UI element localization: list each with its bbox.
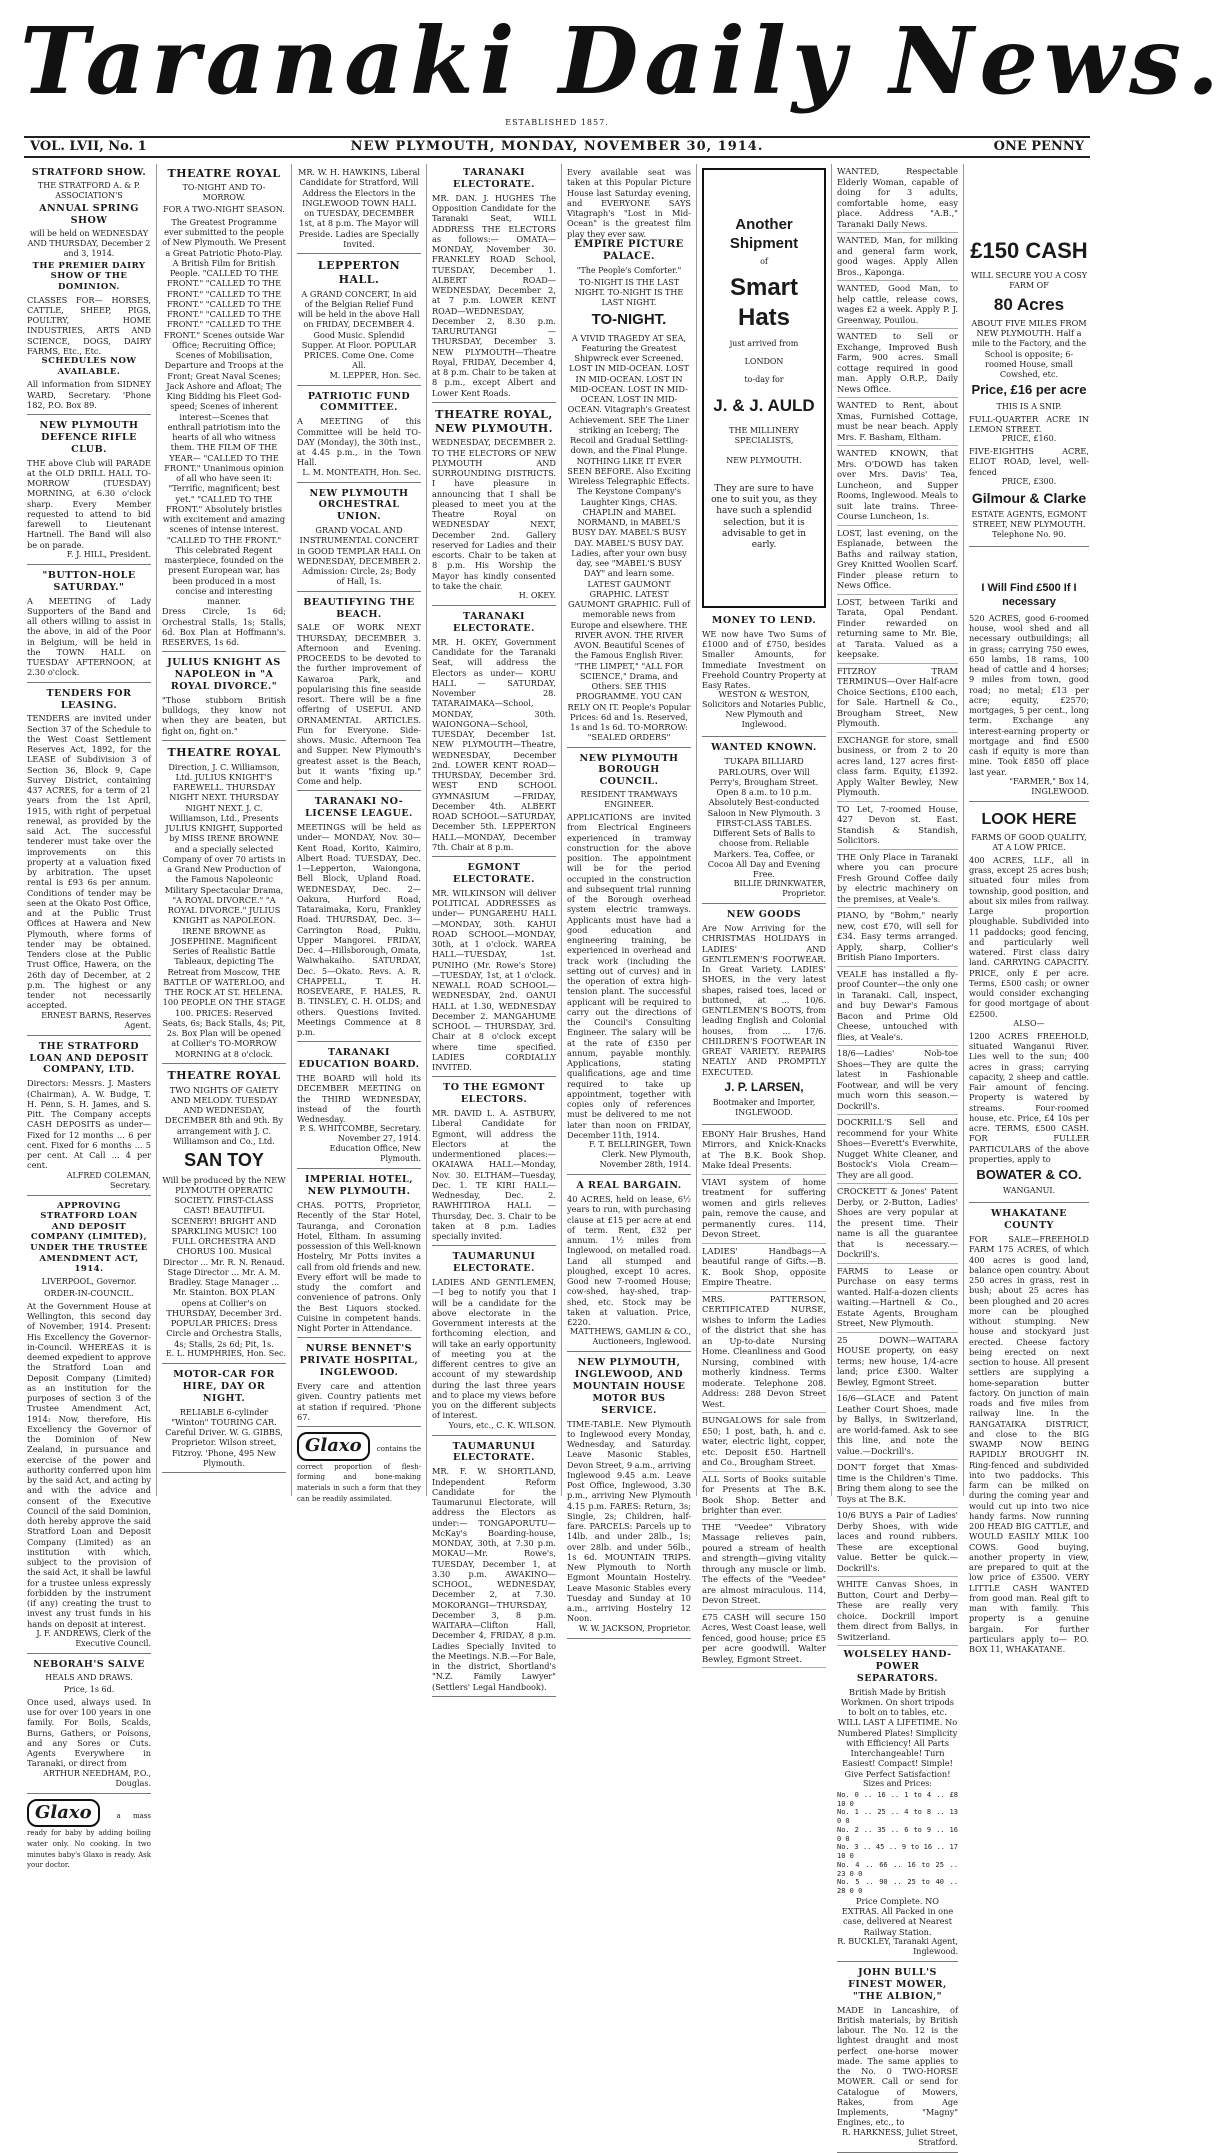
ad-heading: NURSE BENNET'S PRIVATE HOSPITAL, INGLEWOOD.	[299, 1343, 419, 1379]
ad-text: MR. F. W. SHORTLAND, Independent Reform Candidate for the Taumarunui Electorate, will address the Electors as under:— TONGAPORUTU—McKay's Boarding-house, MONDAY, 30th, at 7.30 p.m. MOKAU—Mr. Rowe's, TUESDAY, December 1, at 3.30 p.m. AWAKINO—SCHOOL, WEDNESDAY, December 2, at 7.30. MOKORANGI—THURSDAY, December 3, 8 p.m. WAITARA—Clifton Hall, December 4, FRIDAY, 8 p.m. Ladies Specially Invited to the Meetings. N.B.—For Bale, in the district, Shortland's "N.Z. Family Lawyer" (Settlers' Legal Handbook).	[432, 1466, 556, 1692]
ad-text: 400 ACRES, LLF., all in grass, except 25 acres bush; situated four miles from township, good position, and about six miles from railway. Large proportion ploughable. Subdivided into 11 paddocks; good fencing, and particularly well watered. First class dairy land. CARRYING CAPACITY. PRICE, only £ per acre. Terms, £500 cash; or owner would consider exchanging for good mortgage of about £2500.	[969, 854, 1089, 1019]
cash-farm-ad	[969, 164, 1089, 547]
glaxo-logo: Glaxo	[27, 1799, 100, 1828]
classified-item: 25 DOWN—WAITARA HOUSE property, on easy terms; new house, 1/4-acre land; price £300. Walter Bewley, Egmont Street.	[837, 1333, 958, 1392]
ad-text: will be held on WEDNESDAY AND THURSDAY, December 2 and 3, 1914.	[27, 228, 151, 258]
ad-heading: Price, £16 per acre	[971, 382, 1087, 398]
egmont-electors-ad	[432, 1079, 556, 1246]
price-table-row: No. 4 .. 66 .. 16 to 25 .. 23 0 0	[837, 1860, 958, 1878]
ad-text: contains the correct proportion of flesh-forming and bone-making materials in such a form that they can be readily assimilated.	[297, 1445, 421, 1503]
ad-text: to-day for	[744, 374, 784, 384]
ad-text: A GRAND CONCERT, In aid of the Belgian Relief Fund will be held in the above Hall on FRIDAY, DECEMBER 4. Good Music. Splendid Supper. At Floor. POPULAR PRICES. Come One. Come All.	[298, 288, 420, 371]
ad-subheading: "The People's Comforter."	[576, 265, 682, 275]
ad-text: ALSO—	[1013, 1018, 1045, 1028]
motor-car-ad	[162, 1366, 286, 1473]
theatre-royal-2-ad	[162, 743, 286, 1064]
ad-text: A MEETING of this Committee will be held TO-DAY (Monday), the 30th inst., at 4.45 p.m., in the Town Hall.	[297, 416, 421, 468]
beach-ad	[297, 594, 421, 792]
classified-item: VIAVI system of home treatment for suffering women and girls relieves pain, remove the cause, and permanently cures. 114, Devon Street.	[702, 1175, 826, 1244]
ad-signature: L. M. MONTEATH, Hon. Sec.	[302, 467, 421, 477]
shortland-ad	[432, 1438, 556, 1697]
ad-heading: Smart Hats	[729, 273, 799, 331]
ad-text: "Those stubborn British bulldogs, they know not when they are beaten, but fight on, fight on."	[162, 694, 286, 736]
ad-text: NEW PLYMOUTH.	[726, 455, 802, 465]
ad-text: Will be produced by the NEW PLYMOUTH OPERATIC SOCIETY. FIRST-CLASS CAST! BEAUTIFUL SCENERY! BRIGHT AND SPARKLING MUSIC! 100 FULL ORCHESTRA AND CHORUS 100. Musical Director ... Mr. R. N. Renaud. Stage Director ... Mr. A. M. Bradley. Stage Manager ... Mr. Stainton. BOX PLAN opens at Collier's on THURSDAY, December 3rd. POPULAR PRICES: Dress Circle and Orchestra Stalls, 4s; Stalls, 2s 6d; Pit, 1s.	[162, 1174, 286, 1349]
ad-text: 520 ACRES, good 6-roomed house, wool shed and all necessary outbuildings; all in grass; carrying 750 ewes, 650 lambs, 18 rams, 100 head of cattle and 4 horses; 9 miles from town, good road; no metal; £13 per acre; equity, £2570; mortgages, 5 per cent., long term. Exchange any interest-earning property or mortgage and find £500 cash if equity is more than mine. Took £850 off place last year.	[969, 612, 1089, 777]
ad-signature: WESTON & WESTON, Solicitors and Notaries Public, New Plymouth and Inglewood.	[702, 690, 826, 730]
ad-text: TO-NIGHT IS THE LAST NIGHT. TO-NIGHT IS THE LAST NIGHT.	[574, 277, 684, 307]
okey-ad	[432, 608, 556, 857]
classified-item: WANTED to Rent, about Xmas, Furnished Cottage, must be near beach. Apply Mrs. F. Basham, Eltham.	[837, 398, 958, 446]
ad-heading: JULIUS KNIGHT AS NAPOLEON in "A ROYAL DIVORCE."	[167, 657, 281, 692]
education-board-ad	[297, 1044, 421, 1169]
ad-heading: WHAKATANE COUNTY	[990, 1208, 1068, 1232]
column-5	[562, 164, 697, 1633]
orchestral-union-ad	[297, 485, 421, 592]
classified-item: EBONY Hair Brushes, Hand Mirrors, and Knick-Knacks at The B.K. Book Shop. Make Ideal Presents.	[702, 1127, 826, 1175]
ad-signature: E. L. HUMPHRIES, Hon. Sec.	[165, 1348, 286, 1358]
ad-heading: NEW PLYMOUTH BOROUGH COUNCIL.	[579, 752, 679, 788]
button-hole-ad	[27, 567, 151, 683]
ad-heading: IMPERIAL HOTEL, NEW PLYMOUTH.	[304, 1174, 414, 1198]
ad-heading: NEW GOODS	[726, 909, 802, 921]
ad-text: MR. DAN. J. HUGHES The Opposition Candidate for the Taranaki Seat, WILL ADDRESS THE ELECTORS as follows:— OMATA—MONDAY, November 30. FRANKLEY ROAD School, TUESDAY, December 1. ALBERT ROAD—WEDNESDAY, December 2, at 7 p.m. LOWER KENT ROAD—WEDNESDAY, December 2, 8.30 p.m. TARURUTANGI — THURSDAY, December 3. NEW PLYMOUTH—Theatre Royal, FRIDAY, December 4, at 8 p.m. Chair to be taken at 8 p.m., except Albert and Lower Kent Roads.	[432, 192, 556, 398]
ad-text: TIME-TABLE. New Plymouth to Inglewood every Monday, Wednesday, and Saturday. Leave Masonic Stables, Devon Street, 9 a.m., arriving Inglewood 9.45 a.m. Leave Post Office, Inglewood, 3.30 p.m., arriving New Plymouth 4.15 p.m. FARES: Return, 3s; Single, 2s; Children, half-fare. PARCELS: Parcels up to 14lb. and under 28lb., 1s; over 28lb. and under 56lb., 1s 6d. MOUNTAIN TRIPS. New Plymouth to North Egmont Mountain Hostelry. Leave Masonic Stables every Tuesday and Sunday at 10 a.m., arriving Hostelry 12 Noon.	[567, 1418, 691, 1624]
ad-text: British Made by British Workmen. On short tripods to bolt on to tables, etc. WILL LAST A LIFETIME. No Numbered Plates! Simplicity with Efficiency! All Parts Interchangeable! Turn Easiest! Compact! Simple! Give Perfect Satisfaction!	[837, 1686, 958, 1779]
ad-text: Bootmaker and Importer, INGLEWOOD.	[712, 1097, 816, 1117]
ad-text: MEETINGS will be held as under— MONDAY, Nov. 30—Kent Road, Korito, Kaimiro, Albert Road. TUESDAY, Dec. 1—Lepperton, Waiongona, Bell Block, Upland Road. WEDNESDAY, Dec. 2—Oakura, Hurford Road, Tataraimaka, Koru, Frankley Road. THURSDAY, Dec. 3—Carrington Road, Pukiu, Upper Mangorei. FRIDAY, Dec. 4—Hillsborough, Omata, Waiwhakaiho. SATURDAY, Dec. 5—Okato. Revs. A. R. CHAPPELL, T. H. ROSEVEARE, F. HALES, R. B. TINSLEY, C. H. OLDS; and others. Questions Invited. Meetings Commence at 8 p.m.	[297, 822, 421, 1038]
whakatane-ad	[969, 1205, 1089, 1658]
classified-item: FITZROY TRAM TERMINUS—Over Half-acre Choice Sections, £100 each, for Sale. Hartnell & Co., Brougham Street, New Plymouth.	[837, 664, 958, 733]
price-table-row: No. 1 .. 25 .. 4 to 8 .. 13 0 0	[837, 1808, 958, 1826]
ad-text: FOR SALE—FREEHOLD FARM 175 ACRES, of which 400 acres is good land, balance open country. About 250 acres in grass, rest in bush; about 25 acres has been ploughed and 20 acres more can be ploughed without stumping. New house and stockyard just erected. Cheese factory being erected on next section to house. All present settlers are supplying a home-separation butter factory. On junction of main roads and five miles from railway line. In the RANGATAIKA DISTRICT, and close to the BIG SWAMP NOW BEING RAPIDLY BROUGHT IN. Ring-fenced and subdivided into two paddocks. This farm can be milked on during the coming year and would cut up into two nice handy farms. Now running 200 HEAD BIG CATTLE, and WOULD EASILY MILK 100 COWS. Good buying, another property in view, are prepared to quit at the low price of £3500. VERY LITTLE CASH WANTED from good man. Real gift to man with family. This property is a genuine bargain. For further particulars apply to— P.O. BOX 11, WHAKATANE.	[969, 1234, 1089, 1654]
ad-text: WANGANUI.	[1002, 1186, 1056, 1196]
ad-heading: A REAL BARGAIN.	[576, 1180, 682, 1192]
column-8	[964, 164, 1094, 1654]
tender-ad	[27, 685, 151, 1036]
ad-text: ABOUT FIVE MILES FROM NEW PLYMOUTH. Half a mile to the Factory, and the School is opposite; 6-roomed House, small Cowshed, etc.	[971, 317, 1087, 379]
theatre-royal-okey-ad	[432, 405, 556, 606]
classified-item: WANTED, Good Man, to help cattle, release cows, wages £2 a week. Apply P. J. Greenway, Pouilou.	[837, 281, 958, 329]
ad-heading: WANTED KNOWN.	[711, 742, 817, 754]
classified-item: 18/6—Ladies' Nob-toe Shoes—They are quite the latest in Fashionable Footwear, and will be very much worn this season.—Dockrill's.	[837, 1046, 958, 1115]
ad-heading: THEATRE ROYAL	[167, 167, 281, 180]
money-to-lend-ad	[702, 612, 826, 737]
classified-item: THE "Veedee" Vibratory Massage relieves pain, poured a stream of health and strength—giving vitality through any muscle or limb. The effects of the "Veedee" are almost miraculous. 114, Devon Street.	[702, 1520, 826, 1610]
ad-text: MR. W. H. HAWKINS, Liberal Candidate for Stratford, Will Address the Electors in the INGLEWOOD TOWN HALL on TUESDAY, DECEMBER 1st, at 8 p.m. The Mayor will Preside. Ladies are Specially Invited.	[297, 167, 420, 249]
classified-item: PIANO, by "Bohm," nearly new, cost £70, will sell for £34. Easy terms arranged. Apply, sharp, Collier's British Piano Importers.	[837, 908, 958, 967]
classified-item: THE Only Place in Taranaki where you can procure Fresh Ground Coffee daily by electric machinery on the premises, at Veale's.	[837, 850, 958, 909]
ad-heading: EMPIRE PICTURE PALACE.	[574, 238, 684, 263]
ad-text: of	[760, 256, 768, 266]
real-bargain-ad	[567, 1177, 691, 1352]
ad-text: Price, 1s 6d.	[63, 1684, 115, 1694]
ad-text: WEDNESDAY, DECEMBER 2. TO THE ELECTORS OF NEW PLYMOUTH AND SURROUNDING DISTRICTS. I have pleasure in announcing that I shall be pleased to meet you at the Theatre Royal on WEDNESDAY NEXT, December 2nd. Gallery reserved for Ladies and their escorts. Chair to be taken at 8 p.m. His Worship the Mayor has kindly consented to take the chair.	[432, 437, 556, 591]
ad-text: WE now have Two Sums of £1000 and of £750, besides Smaller Amounts, for Immediate Investment on Freehold Country Property at Easy Rates.	[702, 628, 826, 691]
column-7	[832, 164, 964, 2147]
ad-text: TUKAPA BILLIARD PARLOURS, Over Will Perry's, Brougham Street. Open 8 a.m. to 10 p.m. Absolutely Best-conducted Saloon in New Plymouth. 3 FIRST-CLASS TABLES. Different Sets of Balls to choose from. Reliable Markers. Tea, Coffee, or Cocoa All Day and Evening Free.	[707, 756, 821, 879]
ad-text: Once used, always used. In use for over 100 years in one family. For Boils, Scalds, Burns, Gathers, or Poisons, and any Sores or Cuts. Agents Everywhere in Taranaki, or direct from	[27, 1696, 151, 1769]
ad-signature: W. W. JACKSON, Proprietor.	[578, 1623, 691, 1633]
new-goods-ad	[702, 906, 826, 1125]
ad-heading: MONEY TO LEND.	[711, 615, 817, 626]
ad-text: a mass ready for baby by adding boiling water only. No cooking. In two minutes baby's Glaxo is ready. Ask your doctor.	[27, 1811, 151, 1870]
taumarunui-ad	[432, 1248, 556, 1435]
ad-text: Are Now Arriving for the CHRISTMAS HOLIDAYS in LADIES' AND GENTLEMEN'S FOOTWEAR. In Great Variety. LADIES' SHOES, in the very latest shapes, raised toes, laced or buttoned, at ... 10/6. GENTLEMEN'S BOOTS, from leading English and Colonial houses, from ... 17/6. CHILDREN'S FOOTWEAR IN GREAT VARIETY. REPAIRS NEATLY AND PROMPTLY EXECUTED.	[702, 923, 826, 1077]
classified-item: WANTED, Man, for milking and general farm work, good wages. Apply Allen Bros., Kaponga.	[837, 233, 958, 281]
ad-text: CLASSES FOR— HORSES, CATTLE, SHEEP, PIGS, POULTRY, HOME INDUSTRIES, ARTS AND SCIENCE, DOGS, DAIRY FARMS, Etc., Etc.	[27, 294, 151, 356]
ad-text: ESTATE AGENTS, EGMONT STREET, NEW PLYMOUTH. Telephone No. 90.	[971, 510, 1087, 540]
ad-heading: 80 Acres	[993, 294, 1065, 314]
price-table-row: No. 5 .. 90 .. 25 to 40 .. 28 0 0	[837, 1878, 958, 1896]
hawkins-ad	[297, 164, 421, 254]
ad-text: Sizes and Prices:	[862, 1778, 932, 1788]
ad-subheading: FOR A TWO-NIGHT SEASON.	[163, 204, 285, 214]
ad-heading: LOOK HERE	[981, 810, 1077, 828]
motor-bus-ad	[567, 1354, 691, 1638]
ad-text: PRICE, £300.	[1001, 476, 1057, 486]
ad-heading: NEW PLYMOUTH, INGLEWOOD, AND MOUNTAIN HOUSE MOTOR BUS SERVICE.	[572, 1357, 686, 1416]
column-3	[292, 164, 427, 1503]
ad-text: A MEETING of Lady Supporters of the Band and all others willing to assist in the above, in aid of the Poor in Belgium, will be held in the TOWN HALL on TUESDAY AFTERNOON, at 2.30 o'clock.	[27, 595, 151, 678]
imperial-hotel-ad	[297, 1171, 421, 1338]
ad-text: Price Complete. NO EXTRAS. All Packed in one case, delivered at Nearest Railway Station.	[841, 1895, 954, 1937]
ad-heading: TENDERS FOR LEASING.	[46, 687, 132, 711]
ad-text: Every care and attention given. Country patients met at station if required. 'Phone 67.	[297, 1381, 421, 1422]
ad-heading: EGMONT ELECTORATE.	[453, 862, 535, 885]
salve-ad	[27, 1656, 151, 1794]
glaxo-ad	[27, 1796, 151, 1871]
glaxo-ad	[297, 1429, 421, 1504]
ad-heading: TO-NIGHT.	[591, 310, 667, 328]
classified-item: ALL Sorts of Books suitable for Presents at The B.K. Book Shop. Better and brighter than ever.	[702, 1472, 826, 1520]
smart-hats-ad	[702, 168, 826, 608]
ad-text: LONDON	[744, 356, 784, 366]
julius-knight-ad	[162, 654, 286, 741]
ad-signature: J. F. ANDREWS, Clerk of the Executive Council.	[36, 1628, 151, 1648]
albion-mower-ad	[837, 1964, 958, 2153]
ad-heading: NEW PLYMOUTH DEFENCE RIFLE CLUB.	[39, 420, 139, 455]
ad-heading: THEATRE ROYAL	[167, 1068, 281, 1082]
ad-signature: Yours, etc., C. K. WILSON.	[448, 1420, 556, 1430]
ad-heading: APPROVING STRATFORD LOAN AND DEPOSIT COMPANY (LIMITED), UNDER THE TRUSTEE AMENDMENT ACT, 1914.	[30, 1200, 148, 1275]
classified-item: DON'T forget that Xmas-time is the Children's Time. Bring them along to see the Toys at The B.K.	[837, 1460, 958, 1508]
column-1	[22, 164, 157, 1870]
classified-item: DOCKRILL'S Sell and recommend for your White Shoes—Everett's Everwhite, Nugget White Cleaner, and Bostock's Viola Cream—They are all good.	[837, 1115, 958, 1184]
ad-heading: TARANAKI EDUCATION BOARD.	[298, 1047, 420, 1071]
ad-heading: "BUTTON-HOLE SATURDAY."	[42, 569, 136, 593]
borough-council-ad	[567, 750, 691, 1176]
ad-signature: R. HARKNESS, Juliet Street, Stratford.	[841, 2127, 958, 2147]
ad-text: 1200 ACRES FREEHOLD, situated Wanganui River. Lies well to the sun; 400 acres in grass; carrying capacity, 2 sheep and cattle. Fair amount of fencing. Property is watered by streams. Four-roomed house, etc. Price, £4 10s per acre. TERMS, £500 CASH. FOR FULLER PARTICULARS of the above properties, apply to	[969, 1030, 1089, 1164]
ad-heading: Gilmour & Clarke	[971, 489, 1087, 506]
ad-heading: THEATRE ROYAL, NEW PLYMOUTH.	[434, 407, 554, 435]
hughes-ad	[432, 164, 556, 403]
ad-text: RELIABLE 6-cylinder "Winton" TOURING CAR. Careful Driver. W. G. GIBBS, Proprietor. Wilson street, Fitzroy. 'Phone, 495 New Plymouth.	[165, 1406, 283, 1468]
price-table-row: No. 3 .. 45 .. 9 to 16 .. 17 10 0	[837, 1843, 958, 1861]
price-table	[837, 1791, 958, 1896]
ad-heading: TARANAKI ELECTORATE.	[453, 611, 535, 634]
classified-item: 16/6—GLACE and Patent Leather Court Shoes, made by Ballys, in Switzerland, are world-famed. Ask to see this line, and note the value.—Dockrill's.	[837, 1391, 958, 1460]
ad-signature: MATTHEWS, GAMLIN & CO., Auctioneers, Inglewood.	[569, 1327, 691, 1347]
ad-text: GRAND VOCAL AND INSTRUMENTAL CONCERT in GOOD TEMPLAR HALL On WEDNESDAY, DECEMBER 2. Admission: Circle, 2s; Body of Hall, 1s.	[297, 525, 421, 587]
lepperton-hall-ad	[297, 256, 421, 386]
classified-item: LOST, last evening, on the Esplanade, between the Baths and railway station, Grey Knitted Woollen Scarf. Finder please return to News Office.	[837, 526, 958, 595]
ad-text: MADE in Lancashire, of British materials, by British labour. The No. 12 is the lightest draught and most perfect one-horse mower made. The same applies to the No. 0 TWO-HORSE MOWER. Call or send for Catalogue of Mowers, Rakes, from Age Implements, "Magny" Engines, etc., to	[837, 2004, 958, 2128]
ad-heading: MOTOR-CAR FOR HIRE, DAY OR NIGHT.	[173, 1368, 275, 1404]
ad-text: LIVERPOOL, Governor.	[41, 1276, 137, 1286]
ad-text: Directors: Messrs. J. Masters (Chairman), A. W. Budge, T. H. Penn, S. H. James, and S. Pitt. The Company accepts CASH DEPOSITS as under— Fixed for 12 months ... 6 per cent. Fixed for 6 months ... 5 per cent. At Call ... 4 per cent.	[27, 1078, 151, 1171]
ad-text: At the Government House at Wellington, this second day of November, 1914. Present: His Excellency the Governor-in-Council. WHEREAS it is deemed expedient to approve the Stratford Loan and Deposit Company (Limited) as an institution for the purposes of section 3 of the Trustee Amendment Act, 1914: Now, therefore, His Excellency the Governor of the Dominion of New Zealand, in pursuance and exercise of the power and authority conferred upon him by the said Act, and acting by and with the advice and consent of the Executive Council of the said Dominion, doth hereby approve the said Stratford Loan and Deposit Company (Limited) as an institution with which, subject to the provision of the said Act, it shall be lawful for a trustee unless expressly forbidden by the instrument (if any) creating the trust to invest any trust funds in his hands on deposit at interest.	[27, 1300, 151, 1629]
ad-heading: Another Shipment	[729, 216, 799, 252]
classified-item: TO Let, 7-roomed House, 427 Devon st. East. Standish & Standish, Solicitors.	[837, 802, 958, 850]
ad-text: They are sure to have one to suit you, as they have such a splendid selection, but it is advisable to get in early.	[711, 483, 817, 550]
nurse-hospital-ad	[297, 1340, 421, 1427]
ad-signature: H. OKEY.	[518, 591, 556, 600]
find-500-ad	[969, 549, 1089, 802]
ad-heading: TARANAKI NO-LICENSE LEAGUE.	[305, 796, 413, 820]
classified-item: EXCHANGE for store, small business, or from 2 to 20 acres land, 127 acres first-class farm. Equity, £1392. Apply Walter Bewley, New Plymouth.	[837, 733, 958, 802]
ad-text: FULL-QUARTER ACRE IN LEMON STREET.	[969, 413, 1089, 434]
ad-text: Direction, J. C. Williamson, Ltd. JULIUS KNIGHT'S FAREWELL. THURSDAY NIGHT NEXT. THURSDAY NIGHT NEXT. J. C. Williamson, Ltd., Presents JULIUS KNIGHT, Supported by MISS IRENE BROWNE and a specially selected Company of over 70 artists in a Grand New Production of the Famous Napoleonic Military Spectacular Drama, "A ROYAL DIVORCE." "A ROYAL DIVORCE." JULIUS KNIGHT as NAPOLEON. IRENE BROWNE as JOSEPHINE. Magnificent Series of Realistic Battle Tableaux, depicting The Retreat from Moscow, THE BATTLE OF WATERLOO, and THE ROCK AT ST. HELENA. 100 PEOPLE ON THE STAGE 100. PRICES: Reserved Seats, 6s; Back Stalls, 4s; Pit, 2s. Box Plan will be opened at Collier's TO-MORROW MORNING at 8 o'clock.	[162, 761, 286, 1059]
ad-text: APPLICATIONS are invited from Electrical Engineers experienced in tramway construction for the above position. The appointment will be for the period occupied in the construction and subsequent trial running of the Borough overhead system electric tramways. Applicants must have had a good education and engineering training, be experienced in overhead and track work (including the setting out of curves) and in the operation of extra high-tension plant. The successful applicant will be required to carry out the directions of the Council's Consulting Engineer. The salary will be at the rate of £350 per annum, payable monthly. Applications, stating qualifications, age and time required to take up appointment, together with copies only of references must be delivered to me not later than noon on FRIDAY, December 11th, 1914.	[567, 812, 691, 1140]
classified-item: BUNGALOWS for sale from £50; 1 post, bath, h. and c. water, electric light, copper, etc. Deposit £50. Hartnell and Co., Brougham Street.	[702, 1413, 826, 1472]
ad-text: Dress Circle, 1s 6d; Orchestral Stalls, 1s; Stalls, 6d. Box Plan at Hoffmann's. RESERVES, 1s 6d.	[162, 606, 286, 647]
ad-heading: WOLSELEY HAND-POWER SEPARATORS.	[843, 1649, 952, 1684]
classified-item: LOST, between Tariki and Tarata, Opal Pendant. Finder rewarded on returning same to Mr. Bie, at Tarata. Valued as a keepsake.	[837, 595, 958, 664]
ad-text: THE BOARD will hold its DECEMBER MEETING on the THIRD WEDNESDAY, instead of the fourth Wednesday.	[297, 1073, 421, 1125]
ad-text: MR. H. OKEY, Government Candidate for the Taranaki Seat, will address the Electors as under— KORU HALL — SATURDAY, November 28. TATARAIMAKA—School, MONDAY, 30th. WAIONGONA—School, TUESDAY, December 1st. NEW PLYMOUTH—Theatre, WEDNESDAY, December 2nd. LOWER KENT ROAD—THURSDAY, December 3rd. WEST END SCHOOL GYMNASIUM —FRIDAY, December 4th. ALBERT ROAD SCHOOL—SATURDAY, December 5th. LEPPERTON HALL—MONDAY, December 7th. Chair at 8 p.m.	[432, 636, 556, 852]
price-table-row: No. 2 .. 35 .. 6 to 9 .. 16 0 0	[837, 1825, 958, 1843]
billiard-parlours-ad	[702, 739, 826, 904]
ad-heading: THE PREMIER DAIRY SHOW OF THE DOMINION.	[32, 260, 146, 292]
ad-signature: P. S. WHITCOMBE, Secretary. November 27, 1914. Education Office, New Plymouth.	[299, 1124, 421, 1164]
volume-number: VOL. LVII, No. 1	[30, 139, 147, 154]
ad-heading: SCHEDULES NOW AVAILABLE.	[41, 356, 137, 377]
ad-signature: F. T. BELLRINGER, Town Clerk. New Plymouth, November 28th, 1914.	[588, 1140, 691, 1170]
ad-heading: TO THE EGMONT ELECTORS.	[443, 1082, 545, 1106]
ad-text: PRICE, £160.	[1001, 434, 1057, 443]
ad-text: SALE OF WORK NEXT THURSDAY, DECEMBER 3. Afternoon and Evening. PROCEEDS to be devoted to the further improvement of Kawaroa Park, and popularising this fine seaside resort. There will be a fine offering of USEFUL AND ORNAMENTAL ARTICLES. Fun for Everyone. Side-shows. Music. Afternoon Tea and Supper. New Plymouth's greatest asset is the Beach, but it wants "fixing up." Come and help.	[297, 622, 421, 787]
ad-subheading: THE STRATFORD A. & P. ASSOCIATION'S	[37, 180, 141, 200]
ad-text: All information from SIDNEY WARD, Secretary. 'Phone 182, P.O. Box 89.	[27, 379, 151, 410]
look-here-ad	[969, 804, 1089, 1204]
classified-item: 10/6 BUYS a Pair of Ladies' Derby Shoes, with wide laces and round rubbers. These are exceptional value. Better be quick.—Dockrill's.	[837, 1508, 958, 1577]
classified-item: WHITE Canvas Shoes, in Button, Court and Derby—These are really very choice. Dockrill import them direct from Ballys, in Switzerland.	[837, 1577, 958, 1646]
ad-text: A VIVID TRAGEDY AT SEA, Featuring the Greatest Shipwreck ever Screened. LOST IN MID-OCEAN. LOST IN MID-OCEAN. LOST IN MID-OCEAN. LOST IN MID-OCEAN. LOST IN MID-OCEAN. Vitagraph's Greatest Achievement. SEE The Liner striking an Iceberg; The Recoil and Gradual Settling-down, and the Final Plunge. NOTHING LIKE IT EVER SEEN BEFORE. Also Exciting Wireless Telegraphic Effects. The Keystone Company's Laughter Kings, CHAS. CHAPLIN and MABEL NORMAND, in MABEL'S BUSY DAY. MABEL'S BUSY DAY. MABEL'S BUSY DAY. Ladies, after your own busy day, see "MABEL'S BUSY DAY" and learn some. LATEST GAUMONT GRAPHIC. LATEST GAUMONT GRAPHIC. Full of memorable news from Europe and elsewhere. THE RIVER AVON. THE RIVER AVON. Beautiful Scenes of the Famous English River. "THE LIMPET," "ALL FOR SCIENCE," Drama, and Others. SEE THIS PROGRAMME. YOU CAN RELY ON IT. People's Popular Prices: 6d and 1s. Reserved, 1s and 1s 6d. TO-MORROW: "SEALED ORDERS"	[567, 332, 691, 743]
ad-text: 40 ACRES, held on lease, 6½ years to run, with purchasing clause at £15 per acre at end of term. Rent, £32 per annum. 1½ miles from Inglewood, on metalled road. Land all stumped and ploughed, except 10 acres. Good new 7-roomed House; cow-shed, hay-shed, trap-shed, etc. Stock may be taken at valuation. Price, £220.	[567, 1194, 691, 1327]
classified-item: LADIES' Handbags—A beautiful range of Gifts.—B. K. Book Shop, opposite Empire Theatre.	[702, 1244, 826, 1292]
column-2	[157, 164, 292, 1496]
ad-subheading: FARMS OF GOOD QUALITY, AT A LOW PRICE.	[971, 832, 1087, 852]
empire-picture-ad	[567, 164, 691, 748]
ad-signature: F. J. HILL, President.	[66, 549, 151, 559]
classified-item: WANTED, Respectable Elderly Woman, capable of doing for 3 adults, comfortable home, easy place. Address "A.B.," Taranaki Daily News.	[837, 164, 958, 233]
egmont-ad	[432, 859, 556, 1077]
ad-subheading: TO-NIGHT AND TO-MORROW.	[182, 182, 266, 202]
ad-signature: ARTHUR NEEDHAM, P.O., Douglas.	[43, 1768, 151, 1788]
ad-heading: LEPPERTON HALL.	[317, 259, 401, 286]
ad-heading: £150 CASH	[970, 238, 1088, 263]
ad-signature: BILLIE DRINKWATER, Proprietor.	[733, 879, 826, 899]
classified-item: £75 CASH will secure 150 Acres, West Coast lease, well fenced, good house; price £5 per acre goodwill. Walter Bewley, Egmont Street.	[702, 1610, 826, 1669]
ad-heading: SAN TOY	[184, 1150, 264, 1171]
place-date: NEW PLYMOUTH, MONDAY, NOVEMBER 30, 1914.	[350, 139, 764, 154]
order-in-council-ad	[27, 1198, 151, 1654]
ad-text: MR. DAVID L. A. ASTBURY, Liberal Candidate for Egmont, will address the Electors at the undermentioned places:— OKAIAWA HALL—Monday, Nov. 30. ELTHAM—Tuesday, Dec. 1. TE KIRI HALL—Wednesday, Dec. 2. RAWHITIROA HALL — Thursday, Dec. 3. Chair to be taken at 8 p.m. Ladies specially invited.	[432, 1108, 556, 1241]
ad-text: ORDER-IN-COUNCIL.	[44, 1288, 134, 1298]
ad-signature: ALFRED COLEMAN, Secretary.	[66, 1170, 151, 1190]
rifle-club-ad	[27, 417, 151, 565]
ad-heading: NEBORAH'S SALVE	[33, 1658, 145, 1670]
ad-heading: STRATFORD SHOW.	[31, 167, 147, 178]
ad-subheading: RESIDENT TRAMWAYS ENGINEER.	[580, 790, 678, 810]
ad-heading: JOHN BULL'S FINEST MOWER, "THE ALBION,"	[848, 1966, 947, 2002]
ad-heading: NEW PLYMOUTH ORCHESTRAL UNION.	[309, 487, 409, 523]
ad-text: THE above Club will PARADE at the OLD DRILL HALL TO-MORROW (TUESDAY) MORNING, at 6.30 o'clock sharp. Every Member requested to attend to bid farewell to Lieutenant Hartnell. The Band will also be on parade.	[27, 457, 151, 550]
no-license-ad	[297, 793, 421, 1042]
ad-heading: TAUMARUNUI ELECTORATE.	[452, 1440, 536, 1464]
ad-signature: R. BUCKLEY, Taranaki Agent, Inglewood.	[837, 1936, 958, 1956]
column-4	[427, 164, 562, 1692]
glaxo-logo: Glaxo	[297, 1432, 370, 1461]
ad-heading: ANNUAL SPRING SHOW	[39, 202, 139, 226]
ad-text: TENDERS are invited under Section 37 of the Schedule to the West Coast Settlement Reserves Act, 1892, for the LEASE of Subdivision 3 of Section 36, Block 9, Cape Survey District, containing 437 ACRES, for a term of 21 years from the 1st April, 1915, with right of perpetual renewal, as provided by the said Act. The successful tenderer must take over the improvements on this property at a valuation fixed by arbitration. The upset rental is £93 6s per annum. Conditions of tender may be seen at the Okato Post Office, and at the Public Trust Offices at Hawera and New Plymouth, where forms of tender may be obtained. Tenders close at the Public Trust Office, Hawera, on the 26th day of December, at 2 p.m. The highest or any tender not necessarily accepted.	[27, 713, 151, 1011]
patriotic-fund-ad	[297, 388, 421, 483]
ad-text: FIVE-EIGHTHS ACRE, ELIOT ROAD, level, well-fenced	[969, 446, 1089, 477]
theatre-royal-3-ad	[162, 1066, 286, 1364]
ad-text: CHAS. POTTS, Proprietor, Recently of the Star Hotel, Tauranga, and Coronation Hotel, Eltham. In assuming possession of this Well-known Hostelry, Mr Potts invites a call from old friends and new. Every effort will be made to study the comfort and convenience of patrons. Only the Best Liquors stocked. Cuisine in competent hands. Night Porter in Attendance.	[297, 1200, 421, 1334]
ad-signature: M. LEPPER, Hon. Sec.	[329, 370, 421, 380]
stratford-show-ad	[27, 164, 151, 415]
ad-heading: TAUMARUNUI ELECTORATE.	[452, 1251, 536, 1275]
classified-item: WANTED KNOWN, that Mrs. O'DOWD has taken over Mrs. Davis' Tea, Luncheon, and Supper Rooms, Inglewood. Meals to suit late trains. Three-Course Luncheon, 1s.	[837, 446, 958, 526]
ad-text: MR. WILKINSON will deliver POLITICAL ADDRESSES as under— PUNGAREHU HALL—MONDAY, 30th. KAHUI ROAD SCHOOL—MONDAY, 30th, at 1 o'clock. WAREA HALL—TUESDAY, 1st. PUNIHO (Mr. Rowe's Store)—TUESDAY, 1st, at 1 o'clock. NEWALL ROAD SCHOOL—WEDNESDAY, 2nd. OANUI HALL at 1.30, WEDNESDAY December 2. MANGAHUME SCHOOL — THURSDAY, 3rd. Chair at 8 o'clock except where time specified. LADIES CORDIALLY INVITED.	[432, 887, 556, 1072]
ad-text: The Greatest Programme ever submitted to the people of New Plymouth. We Present a Great Patriotic Photo-Play. A British Film for British People. "CALLED TO THE FRONT." "CALLED TO THE FRONT." "CALLED TO THE FRONT." "CALLED TO THE FRONT." "CALLED TO THE FRONT." "CALLED TO THE FRONT." Scenes outside War Office; Recruiting Office; Scenes of Mobilisation, Departure and Troops at the Front; Great Naval Scenes; Jack Ashore and Afloat; The King Bidding his Fleet God-speed; Scenes of inherent interest—Scenes that enthrall patriotism into the hearts of all who witness them. THE FILM OF THE YEAR— "CALLED TO THE FRONT." Unanimous opinion of all who have seen it: "Terrific, magnificent; best yet." "CALLED TO THE FRONT." Absolutely bristles with excitement and amazing scenes of intense interest. "CALLED TO THE FRONT." This celebrated Regent masterpiece, founded on the present European war, has been produced in a most concise and interesting manner.	[162, 216, 286, 606]
ad-text: Every available seat was taken at this Popular Picture House last Saturday evening, and EVERYONE SAYS Vitagraph's "Lost in Mid-Ocean" is the greatest film play they ever saw.	[567, 167, 691, 239]
ad-signature: ERNEST BARNS, Reserves Agent.	[41, 1010, 151, 1030]
ad-text: just arrived from	[729, 338, 799, 348]
ad-heading: J. P. LARSEN,	[724, 1079, 804, 1094]
ad-text: THIS IS A SNIP.	[996, 401, 1062, 411]
ad-text: LADIES AND GENTLEMEN,—I beg to notify you that I will be a candidate for the above electorate in the Government interests at the forthcoming election, and will take an early opportunity of meeting you at the different centres to give an account of my stewardship during the last three years and to place my views before you on the different subjects of interest.	[432, 1277, 556, 1421]
classified-item: VEALE has installed a fly-proof Counter—the only one in Taranaki. Call, inspect, and buy Dewar's Famous Bacon and Prime Old Cheese, untouched with flies, at Veale's.	[837, 967, 958, 1047]
ad-heading: J. & J. AULD	[713, 395, 815, 415]
dateline	[24, 136, 1090, 158]
ad-heading: PATRIOTIC FUND COMMITTEE.	[307, 390, 411, 414]
ad-heading: BOWATER & CO.	[976, 1167, 1082, 1182]
established-line: ESTABLISHED 1857.	[505, 118, 609, 127]
ad-signature: "FARMER," Box 14, INGLEWOOD.	[1009, 776, 1089, 796]
theatre-royal-ad	[162, 164, 286, 652]
classified-item: FARMS to Lease or Purchase on easy terms wanted. Half-a-dozen clients waiting.—Hartnell & Co., Estate Agents, Brougham Street, New Plymouth.	[837, 1264, 958, 1333]
ad-text: TWO NIGHTS OF GAIETY AND MELODY. TUESDAY AND WEDNESDAY, DECEMBER 8th and 9th. By arrangement with J. C. Williamson and Co., Ltd.	[165, 1084, 283, 1146]
ad-heading: THE STRATFORD LOAN AND DEPOSIT COMPANY, LTD.	[29, 1040, 149, 1076]
ad-text: WILL SECURE YOU A COSY FARM OF	[970, 270, 1088, 290]
ad-text: THE MILLINERY SPECIALISTS,	[729, 425, 799, 445]
wolseley-ad	[837, 1646, 958, 1962]
ad-heading: TARANAKI ELECTORATE.	[453, 167, 535, 190]
column-6	[697, 164, 832, 1664]
loan-company-ad	[27, 1038, 151, 1196]
classified-item: MRS. PATTERSON, CERTIFICATED NURSE, wishes to inform the Ladies of the district that she has an Up-to-date Nursing Home. Cleanliness and Good Nursing, combined with motherly kindness. Terms moderate. Telephone 208. Address: 288 Devon Street West.	[702, 1292, 826, 1414]
ad-heading: BEAUTIFYING THE BEACH.	[303, 596, 415, 620]
issue-price: ONE PENNY	[993, 139, 1084, 154]
price-table-row: No. 0 .. 16 .. 1 to 4 .. £8 10 0	[837, 1790, 958, 1808]
ad-heading: I Will Find £500 If I necessary	[981, 582, 1077, 608]
classified-item: CROCKETT & Jones' Patent Derby, or 2-Button, Ladies' Shoes are very popular at the present time. Their name is all the guarantee that is necessary.—Dockrill's.	[837, 1184, 958, 1264]
ad-subheading: HEALS AND DRAWS.	[45, 1672, 133, 1682]
ad-heading: THEATRE ROYAL	[167, 745, 281, 759]
masthead-title: Taranaki Daily News.	[20, 7, 1225, 115]
classified-item: WANTED to Sell or Exchange, Improved Bush Farm, 900 acres. Small cottage required in good man. Apply O.R.P., Daily News Office.	[837, 329, 958, 398]
